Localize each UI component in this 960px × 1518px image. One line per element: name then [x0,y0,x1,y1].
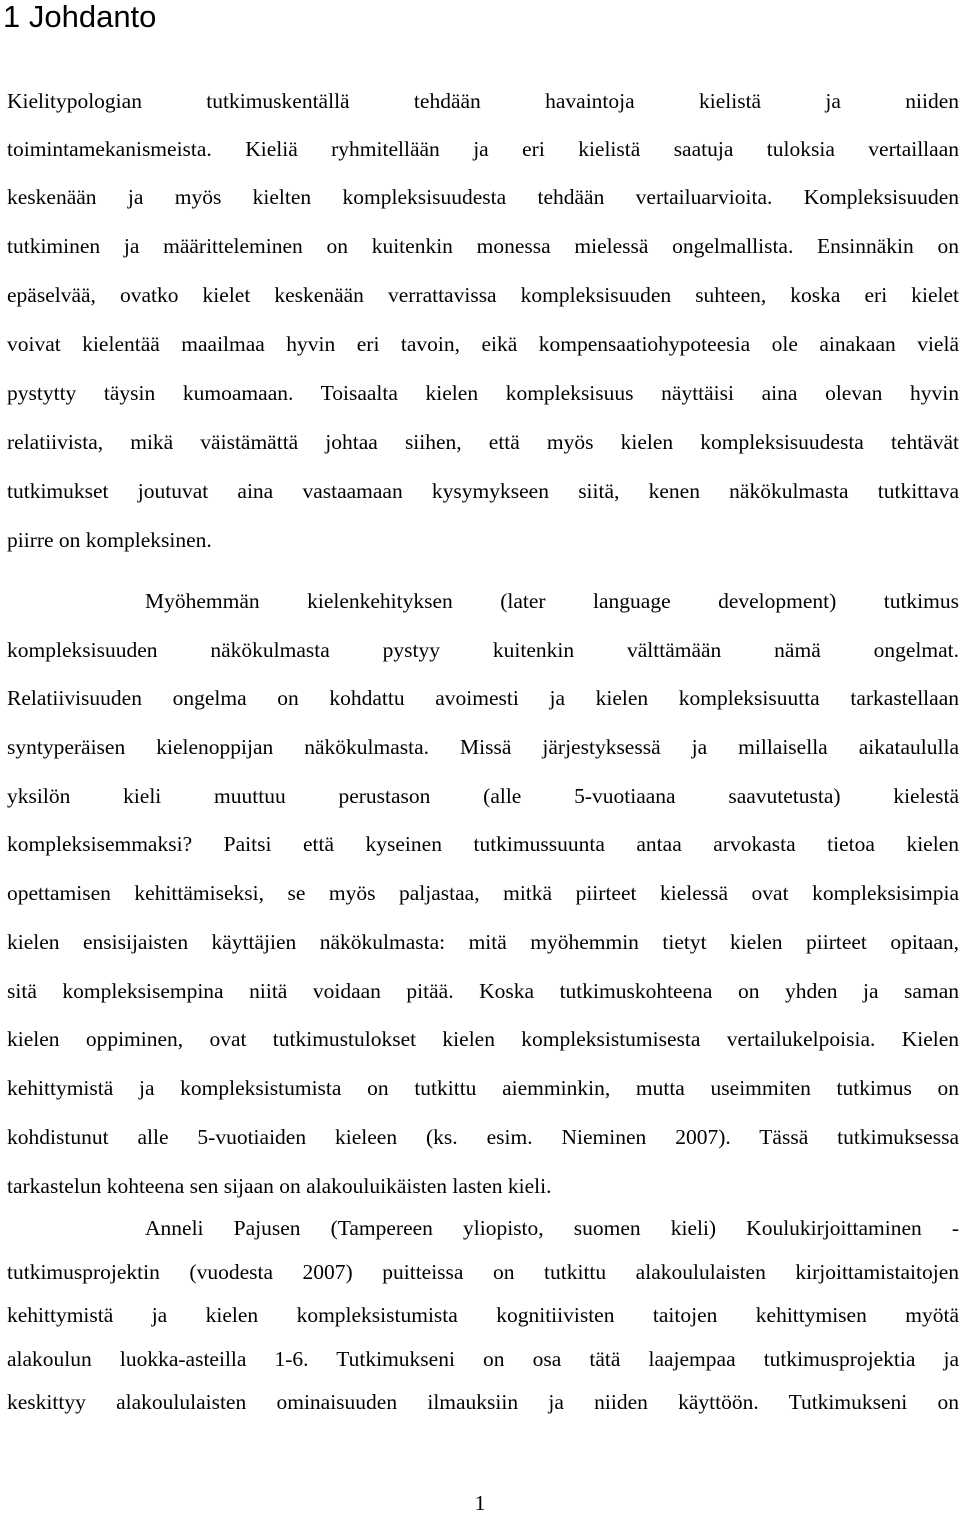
text-line: voivat kielentää maailmaa hyvin eri tavoin, eikä kompensaatiohypoteesia ole ainakaan vielä [7,332,959,356]
text-line: toimintamekanismeista. Kieliä ryhmitellään ja eri kielistä saatuja tuloksia vertaillaan [7,137,959,161]
text-line: Kielitypologian tutkimuskentällä tehdään havaintoja kielistä ja niiden [7,89,959,113]
text-line: epäselvää, ovatko kielet keskenään verrattavissa kompleksisuuden suhteen, koska eri kielet [7,283,959,307]
text-line: alakoulun luokka-asteilla 1-6. Tutkimukseni on osa tätä laajempaa tutkimusprojektia ja [7,1347,959,1371]
text-line: kielen oppiminen, ovat tutkimustulokset kielen kompleksistumisesta vertailukelpoisia. Kielen [7,1027,959,1051]
text-line: keskenään ja myös kielten kompleksisuudesta tehdään vertailuarvioita. Kompleksisuuden [7,185,959,209]
text-line: kohdistunut alle 5-vuotiaiden kieleen (ks. esim. Nieminen 2007). Tässä tutkimuksessa [7,1125,959,1149]
text-line: tutkimusprojektin (vuodesta 2007) puitteissa on tutkittu alakoululaisten kirjoittamistaitojen [7,1260,959,1284]
text-line: kehittymistä ja kompleksistumista on tutkittu aiemminkin, mutta useimmiten tutkimus on [7,1076,959,1100]
text-line: piirre on kompleksinen. [7,528,212,552]
text-line: opettamisen kehittämiseksi, se myös paljastaa, mitkä piirteet kielessä ovat kompleksisimpia [7,881,959,905]
text-line: yksilön kieli muuttuu perustason (alle 5-vuotiaana saavutetusta) kielestä [7,784,959,808]
text-line: sitä kompleksisempina niitä voidaan pitää. Koska tutkimuskohteena on yhden ja saman [7,979,959,1003]
text-line: pystytty täysin kumoamaan. Toisaalta kielen kompleksisuus näyttäisi aina olevan hyvin [7,381,959,405]
text-line: tutkimukset joutuvat aina vastaamaan kysymykseen siitä, kenen näkökulmasta tutkittava [7,479,959,503]
text-line: keskittyy alakoululaisten ominaisuuden ilmauksiin ja niiden käyttöön. Tutkimukseni on [7,1390,959,1414]
text-line: tarkastelun kohteena sen sijaan on alakouluikäisten lasten kieli. [7,1174,552,1198]
text-line: kompleksisemmaksi? Paitsi että kyseinen tutkimussuunta antaa arvokasta tietoa kielen [7,832,959,856]
text-line: kompleksisuuden näkökulmasta pystyy kuitenkin välttämään nämä ongelmat. [7,638,959,662]
text-line: tutkiminen ja määritteleminen on kuitenkin monessa mielessä ongelmallista. Ensinnäkin on [7,234,959,258]
text-line: relatiivista, mikä väistämättä johtaa siihen, että myös kielen kompleksisuudesta tehtävät [7,430,959,454]
text-line: Relatiivisuuden ongelma on kohdattu avoimesti ja kielen kompleksisuutta tarkastellaan [7,686,959,710]
text-line: Myöhemmän kielenkehityksen (later language development) tutkimus [145,589,959,613]
chapter-heading: 1 Johdanto [3,0,157,34]
text-line: kehittymistä ja kielen kompleksistumista kognitiivisten taitojen kehittymisen myötä [7,1303,959,1327]
page-number: 1 [474,1491,486,1515]
text-line: Anneli Pajusen (Tampereen yliopisto, suomen kieli) Koulukirjoittaminen - [145,1216,959,1240]
text-line: syntyperäisen kielenoppijan näkökulmasta. Missä järjestyksessä ja millaisella aikataululla [7,735,959,759]
text-line: kielen ensisijaisten käyttäjien näkökulmasta: mitä myöhemmin tietyt kielen piirteet opitaan, [7,930,959,954]
